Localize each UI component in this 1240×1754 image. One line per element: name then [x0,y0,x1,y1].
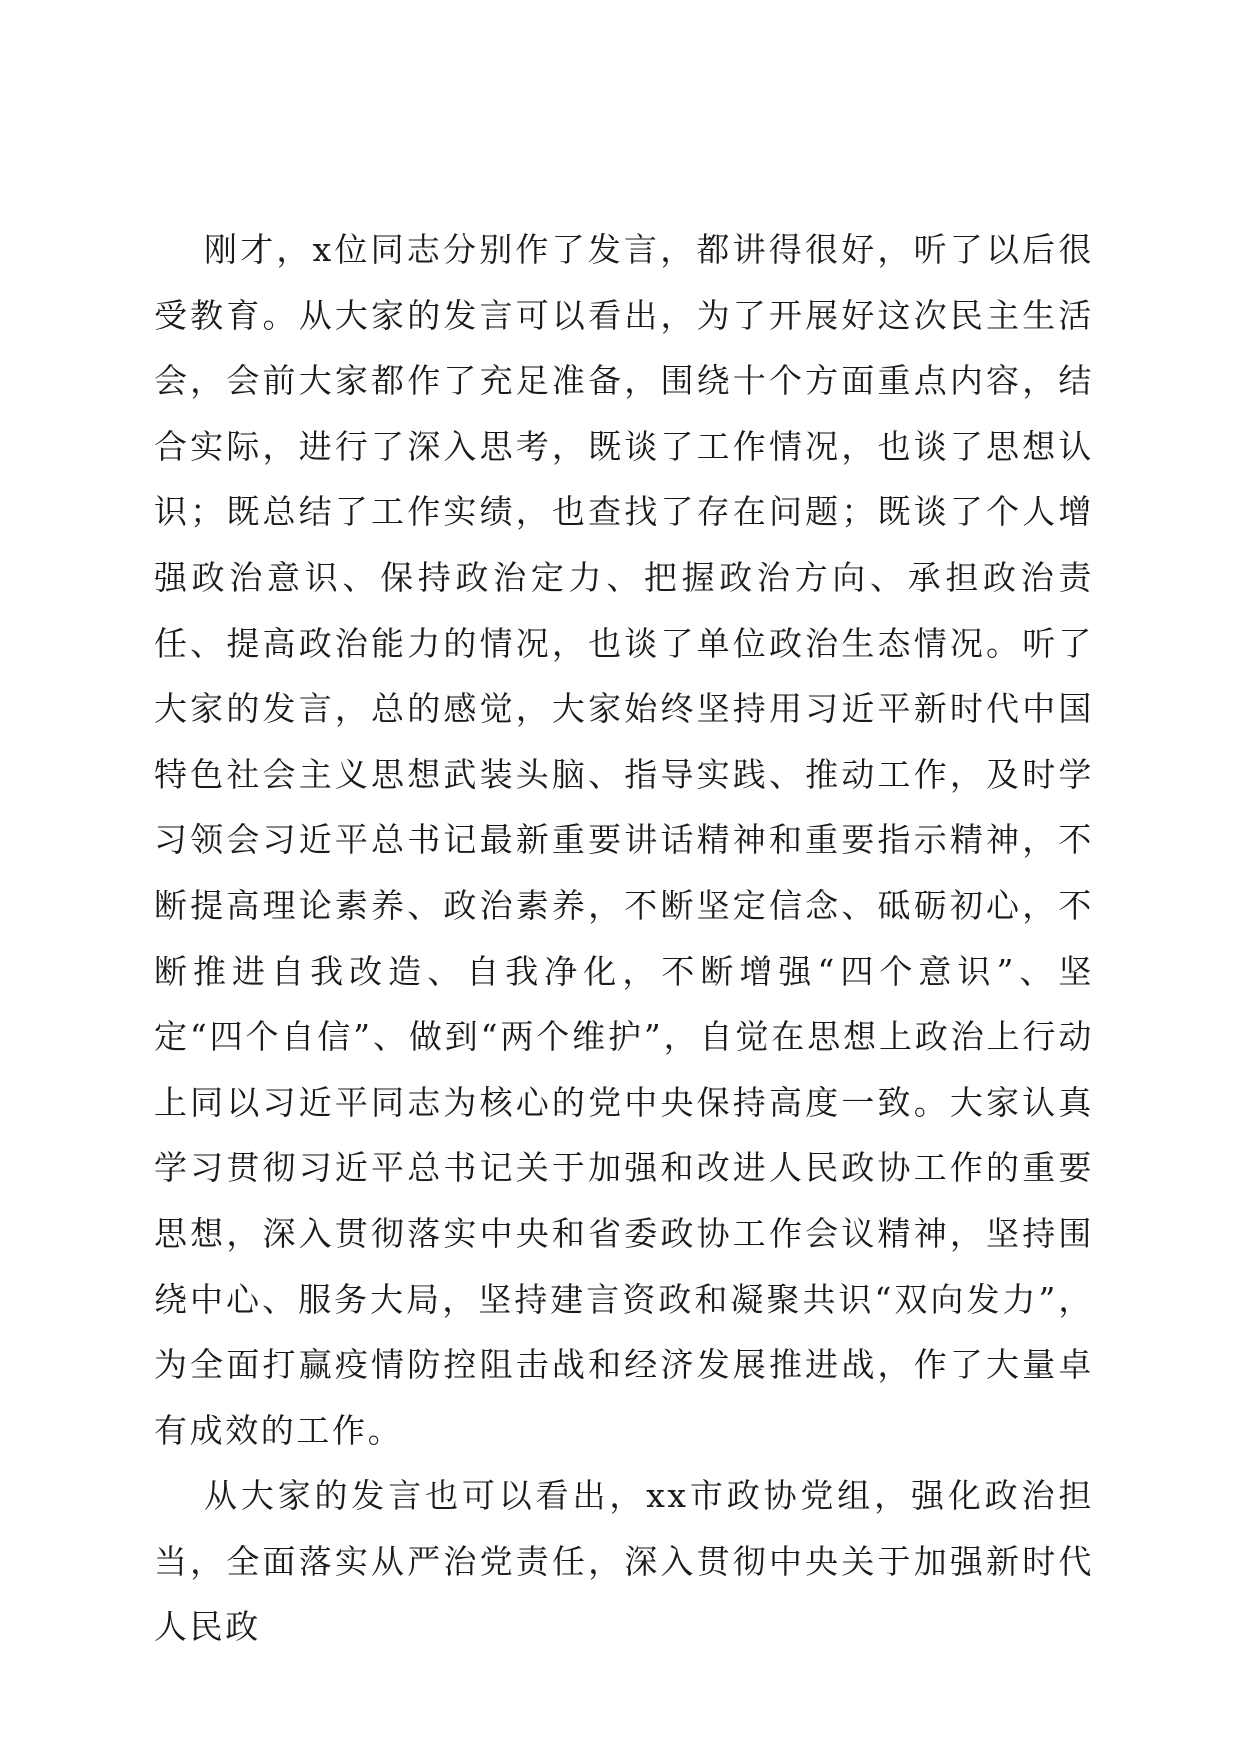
paragraph-2: 从大家的发言也可以看出，xx市政协党组，强化政治担当，全面落实从严治党责任，深入贯彻中央关于加强新时代人民政 [154,1476,1094,1647]
document-body [154,217,1094,1660]
paragraph-1: 刚才，x位同志分别作了发言，都讲得很好，听了以后很受教育。从大家的发言可以看出，为了开展好这次民主生活会，会前大家都作了充足准备，围绕十个方面重点内容，结合实际，进行了深入思考，既谈了工作情况，也谈了思想认识；既总结了工作实绩，也查找了存在问题；既谈了个人增强政治意识、保持政治定力、把握政治方向、承担政治责任、提高政治能力的情况，也谈了单位政治生态情况。听了大家的发言，总的感觉，大家始终坚持用习近平新时代中国特色社会主义思想武装头脑、指导实践、推动工作，及时学习领会习近平总书记最新重要讲话精神和重要指示精神，不断提高理论素养、政治素养，不断坚定信念、砥砺初心，不断推进自我改造、自我净化，不断增强“四个意识”、坚定“四个自信”、做到“两个维护”，自觉在思想上政治上行动上同以习近平同志为核心的党中央保持高度一致。大家认真学习贯彻习近平总书记关于加强和改进人民政协工作的重要思想，深入贯彻落实中央和省委政协工作会议精神，坚持围绕中心、服务大局，坚持建言资政和凝聚共识“双向发力”，为全面打赢疫情防控阻击战和经济发展推进战，作了大量卓有成效的工作。 [154,230,1094,1450]
